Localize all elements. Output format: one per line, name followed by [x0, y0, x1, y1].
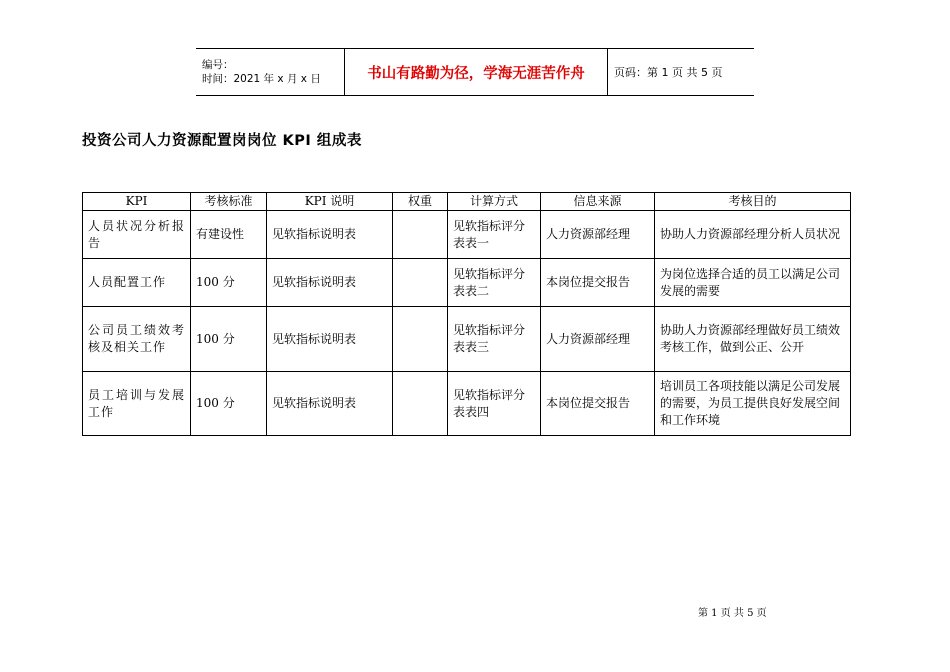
cell-description: 见软指标说明表 — [267, 372, 393, 436]
table-row — [83, 259, 851, 307]
cell-standard: 有建设性 — [191, 211, 267, 259]
cell-method: 见软指标评分表表二 — [448, 259, 541, 307]
cell-purpose: 协助人力资源部经理做好员工绩效考核工作，做到公正、公开 — [655, 307, 851, 372]
cell-source: 人力资源部经理 — [541, 211, 655, 259]
time-label: 时间：2021 年 x 月 x 日 — [202, 73, 321, 85]
cell-weight — [393, 259, 448, 307]
page-footer: 第 1 页 共 5 页 — [698, 608, 767, 619]
cell-standard: 100 分 — [191, 307, 267, 372]
column-header-description: KPI 说明 — [267, 193, 393, 211]
table-header-row — [83, 193, 851, 211]
column-header-source: 信息来源 — [541, 193, 655, 211]
cell-purpose: 为岗位选择合适的员工以满足公司发展的需要 — [655, 259, 851, 307]
cell-description: 见软指标说明表 — [267, 307, 393, 372]
number-label: 编号： — [202, 59, 234, 71]
cell-purpose: 培训员工各项技能以满足公司发展的需要，为员工提供良好发展空间和工作环境 — [655, 372, 851, 436]
cell-kpi: 人员状况分析报告 — [83, 211, 191, 259]
column-header-kpi: KPI — [83, 193, 191, 211]
cell-method: 见软指标评分表表三 — [448, 307, 541, 372]
cell-method: 见软指标评分表表四 — [448, 372, 541, 436]
page-info: 页码：第 1 页 共 5 页 — [608, 49, 755, 96]
column-header-standard: 考核标准 — [191, 193, 267, 211]
motto: 书山有路勤为径，学海无涯苦作舟 — [345, 49, 608, 96]
cell-source: 本岗位提交报告 — [541, 259, 655, 307]
document-header — [196, 48, 754, 96]
cell-kpi: 员工培训与发展工作 — [83, 372, 191, 436]
cell-standard: 100 分 — [191, 372, 267, 436]
cell-description: 见软指标说明表 — [267, 259, 393, 307]
cell-weight — [393, 211, 448, 259]
cell-description: 见软指标说明表 — [267, 211, 393, 259]
cell-source: 人力资源部经理 — [541, 307, 655, 372]
table-row — [83, 211, 851, 259]
cell-method: 见软指标评分表表一 — [448, 211, 541, 259]
table-row — [83, 307, 851, 372]
cell-purpose: 协助人力资源部经理分析人员状况 — [655, 211, 851, 259]
table-row — [83, 372, 851, 436]
cell-weight — [393, 372, 448, 436]
kpi-table — [82, 192, 851, 436]
cell-source: 本岗位提交报告 — [541, 372, 655, 436]
cell-weight — [393, 307, 448, 372]
column-header-method: 计算方式 — [448, 193, 541, 211]
column-header-purpose: 考核目的 — [655, 193, 851, 211]
header-meta-cell — [196, 49, 345, 96]
cell-kpi: 人员配置工作 — [83, 259, 191, 307]
cell-standard: 100 分 — [191, 259, 267, 307]
cell-kpi: 公司员工绩效考核及相关工作 — [83, 307, 191, 372]
column-header-weight: 权重 — [393, 193, 448, 211]
page-title: 投资公司人力资源配置岗岗位 KPI 组成表 — [82, 133, 362, 149]
